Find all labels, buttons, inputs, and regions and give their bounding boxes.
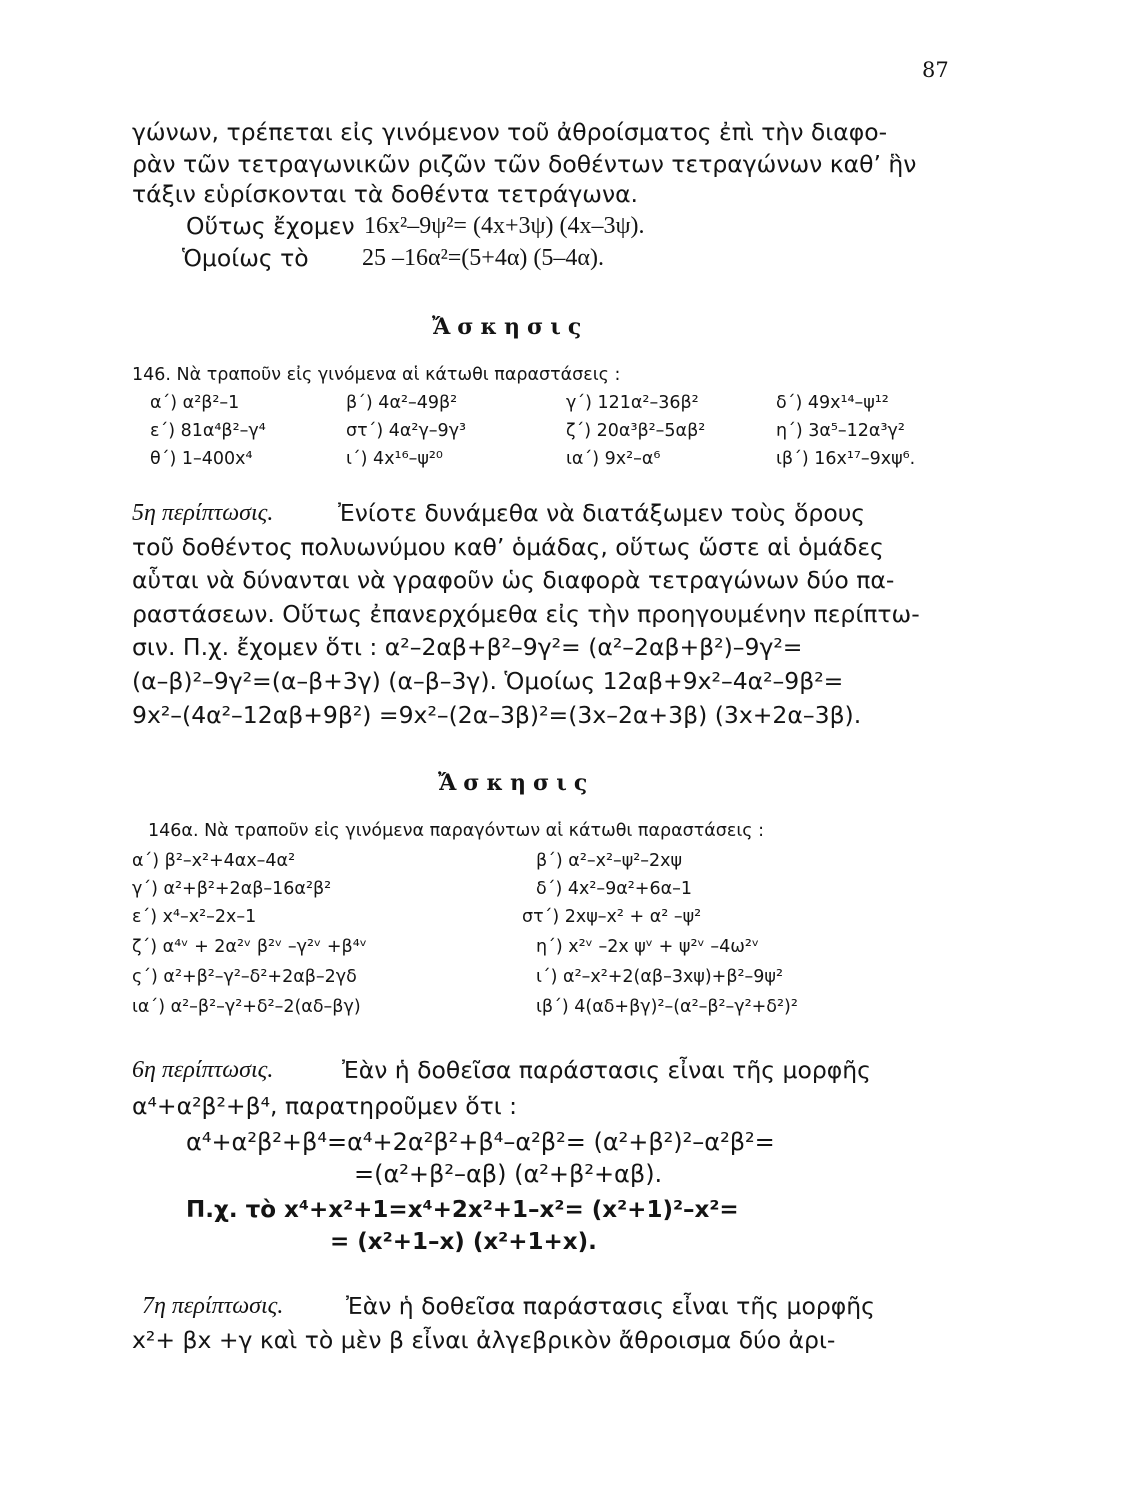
case-5-line-1: Ἐνίοτε δυνάμεθα νὰ διατάξωμεν τοὺς ὅρους <box>338 499 866 527</box>
intro-line-2: ρὰν τῶν τετραγωνικῶν ριζῶν τῶν δοθέντων τετραγώνων καθ’ ἣν <box>132 150 917 178</box>
ex146a-item: στ΄) 2xψ–x² + α² –ψ² <box>522 907 702 927</box>
ex146-item: η΄) 3α⁵–12α³γ² <box>776 421 905 441</box>
case-7-line-2: x²+ βx +γ καὶ τὸ μὲν β εἶναι ἀλγεβρικὸν ἄθροισμα δύο ἀρι- <box>132 1326 836 1354</box>
ex146-item: ε΄) 81α⁴β²–γ⁴ <box>150 421 266 441</box>
ex146-item: δ΄) 49x¹⁴–ψ¹² <box>776 393 889 413</box>
intro-line-1: γώνων, τρέπεται εἰς γινόμενον τοῦ ἀθροίσματος ἐπὶ τὴν διαφο- <box>132 118 888 146</box>
case-6-example-2: = (x²+1–x) (x²+1+x). <box>330 1229 597 1255</box>
ex146-item: στ΄) 4α²γ–9γ³ <box>346 421 467 441</box>
ex146a-item: ε΄) x⁴–x²–2x–1 <box>132 907 257 927</box>
case-6-title: 6η περίπτωσις. <box>132 1057 274 1083</box>
case-5-line-4: ραστάσεων. Οὕτως ἐπανερχόμεθα εἰς τὴν προηγουμένην περίπτω- <box>132 600 920 628</box>
case-6-line-1: Ἐὰν ἡ δοθεῖσα παράστασις εἶναι τῆς μορφῆς <box>342 1056 871 1084</box>
ex146-item: α΄) α²β²–1 <box>150 393 240 413</box>
ex146-item: ι΄) 4x¹⁶–ψ²⁰ <box>346 449 443 469</box>
case-7-title: 7η περίπτωσις. <box>142 1293 284 1319</box>
case-7-line-1: Ἐὰν ἡ δοθεῖσα παράστασις εἶναι τῆς μορφῆς <box>346 1292 875 1320</box>
ex146a-item: η΄) x²ᵛ –2x ψᵛ + ψ²ᵛ –4ω²ᵛ <box>536 937 760 957</box>
example-1-formula: 16x²–9ψ²= (4x+3ψ) (4x–3ψ). <box>364 213 645 239</box>
ex146a-item: γ΄) α²+β²+2αβ–16α²β² <box>132 879 332 899</box>
exercise-heading-2: Ἄσκησις <box>438 770 595 796</box>
example-2-formula: 25 –16α²=(5+4α) (5–4α). <box>362 245 604 271</box>
example-1-label: Οὕτως ἔχομεν <box>186 212 355 240</box>
ex146a-item: α΄) β²–x²+4αx–4α² <box>132 851 296 871</box>
example-2-label: Ὁμοίως τὸ <box>182 244 309 272</box>
ex146a-item: δ΄) 4x²–9α²+6α–1 <box>536 879 693 899</box>
case-5-title: 5η περίπτωσις. <box>132 500 274 526</box>
ex146a-item: ια΄) α²–β²–γ²+δ²–2(αδ–βγ) <box>132 997 361 1017</box>
case-6-formula-2: =(α²+β²–αβ) (α²+β²+αβ). <box>354 1160 663 1188</box>
case-5-line-2: τοῦ δοθέντος πολυωνύμου καθ’ ὁμάδας, οὕτως ὥστε αἱ ὁμάδες <box>132 533 884 561</box>
ex146a-item: ς΄) α²+β²–γ²–δ²+2αβ–2γδ <box>132 967 357 987</box>
ex146-item: γ΄) 121α²–36β² <box>566 393 699 413</box>
ex146a-item: ι΄) α²–x²+2(αβ–3xψ)+β²–9ψ² <box>536 967 783 987</box>
ex146-item: ζ΄) 20α³β²–5αβ² <box>566 421 706 441</box>
ex146-item: θ΄) 1–400x⁴ <box>150 449 253 469</box>
case-5-line-7: 9x²–(4α²–12αβ+9β²) =9x²–(2α–3β)²=(3x–2α+3β) (3x+2α–3β). <box>132 701 862 729</box>
exercise-146a-title: 146α. Νὰ τραποῦν εἰς γινόμενα παραγόντων αἱ κάτωθι παραστάσεις : <box>148 821 764 841</box>
exercise-146-title: 146. Νὰ τραποῦν εἰς γινόμενα αἱ κάτωθι παραστάσεις : <box>132 365 621 385</box>
case-5-line-6: (α–β)²–9γ²=(α–β+3γ) (α–β–3γ). Ὁμοίως 12αβ+9x²–4α²–9β²= <box>132 667 844 695</box>
ex146a-item: ιβ΄) 4(αδ+βγ)²–(α²–β²–γ²+δ²)² <box>536 997 798 1017</box>
ex146a-item: ζ΄) α⁴ᵛ + 2α²ᵛ β²ᵛ –γ²ᵛ +β⁴ᵛ <box>132 937 368 957</box>
case-6-line-2: α⁴+α²β²+β⁴, παρατηροῦμεν ὅτι : <box>132 1092 518 1120</box>
page-number: 87 <box>922 58 949 82</box>
exercise-heading-1: Ἄσκησις <box>432 314 589 340</box>
ex146-item: β΄) 4α²–49β² <box>346 393 458 413</box>
ex146-item: ια΄) 9x²–α⁶ <box>566 449 661 469</box>
case-6-formula-1: α⁴+α²β²+β⁴=α⁴+2α²β²+β⁴–α²β²= (α²+β²)²–α²β²= <box>186 1128 775 1156</box>
ex146-item: ιβ΄) 16x¹⁷–9xψ⁶. <box>776 449 916 469</box>
intro-line-3: τάξιν εὑρίσκονται τὰ δοθέντα τετράγωνα. <box>132 180 639 208</box>
ex146a-item: β΄) α²–x²–ψ²–2xψ <box>536 851 683 871</box>
case-5-line-3: αὗται νὰ δύνανται νὰ γραφοῦν ὡς διαφορὰ τετραγώνων δύο πα- <box>132 566 895 594</box>
case-6-example-1: Π.χ. τὸ x⁴+x²+1=x⁴+2x²+1–x²= (x²+1)²–x²= <box>186 1197 739 1223</box>
case-5-line-5: σιν. Π.χ. ἔχομεν ὅτι : α²–2αβ+β²–9γ²= (α²–2αβ+β²)–9γ²= <box>132 633 803 661</box>
